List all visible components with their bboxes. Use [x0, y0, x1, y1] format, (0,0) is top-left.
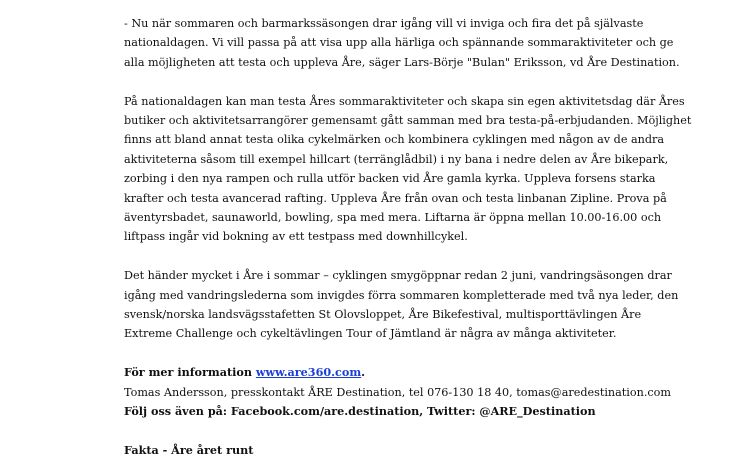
quote-line: alla möjligheten att testa och uppleva Åre, säger Lars-Börje "Bulan" Eriksson, vd Åre Destination.: [124, 55, 680, 69]
nationaldag-line: finns att bland annat testa olika cykelmärken och kombinera cyklingen med någon av de andra: [124, 133, 665, 147]
summer-line: Det händer mycket i Åre i sommar – cyklingen smygöppnar redan 2 juni, vandringsäsongen drar: [124, 269, 672, 283]
more-info-label: För mer information: [124, 365, 256, 380]
fakta-heading: Fakta - Åre året runt: [124, 442, 254, 457]
quote-line: - Nu när sommaren och barmarkssäsongen drar igång vill vi inviga och fira det på självaste: [124, 17, 644, 30]
nationaldag-line: butiker och aktivitetsarrangörer gemensamt gått samman med bra testa-på-erbjudanden. Möjlighet: [124, 114, 692, 128]
website-link[interactable]: www.are360.com: [255, 365, 362, 380]
more-info-line: [124, 363, 734, 382]
summer-paragraph: [124, 266, 734, 344]
quote-paragraph: [124, 14, 734, 72]
follow-us: Följ oss även på: Facebook.com/are.destination, Twitter: @ARE_Destination: [124, 404, 596, 419]
nationaldag-line: liftpass ingår vid bokning av ett testpass med downhillcykel.: [124, 230, 468, 244]
press-contact: Tomas Andersson, presskontakt ÅRE Destination, tel 076-130 18 40, tomas@aredestination.com: [124, 385, 671, 399]
nationaldag-paragraph: [124, 92, 734, 247]
nationaldag-line: krafter och testa avancerad rafting. Uppleva Åre från ovan och testa linbanan Zipline. Prova på: [124, 191, 667, 205]
fakta-section: [124, 441, 734, 460]
summer-line: Extreme Challenge och cykeltävlingen Tour of Jämtland är några av många aktiviteter.: [124, 327, 617, 341]
nationaldag-line: aktiviteterna såsom till exempel hillcart (terränglådbil) i ny bana i nedre delen av Åre bikepark,: [124, 152, 669, 166]
quote-line: nationaldagen. Vi vill passa på att visa upp alla härliga och spännande sommaraktiviteter och ge: [124, 36, 674, 50]
contact-block: [124, 363, 734, 421]
summer-line: svensk/norska landsvägsstafetten St Olovsloppet, Åre Bikefestival, multisporttävlingen Åre: [124, 308, 642, 322]
more-info-suffix: .: [361, 365, 366, 380]
nationaldag-line: På nationaldagen kan man testa Åres sommaraktiviteter och skapa sin egen aktivitetsdag där Åres: [124, 94, 685, 108]
nationaldag-line: äventyrsbadet, saunaworld, bowling, spa med mera. Liftarna är öppna mellan 10.00-16.00 och: [124, 211, 662, 225]
nationaldag-line: zorbing i den nya rampen och rulla utför backen vid Åre gamla kyrka. Uppleva forsens starka: [124, 172, 656, 186]
summer-line: igång med vandringslederna som invigdes förra sommaren kompletterade med två nya leder, den: [124, 288, 679, 302]
press-release-page: [124, 14, 734, 460]
